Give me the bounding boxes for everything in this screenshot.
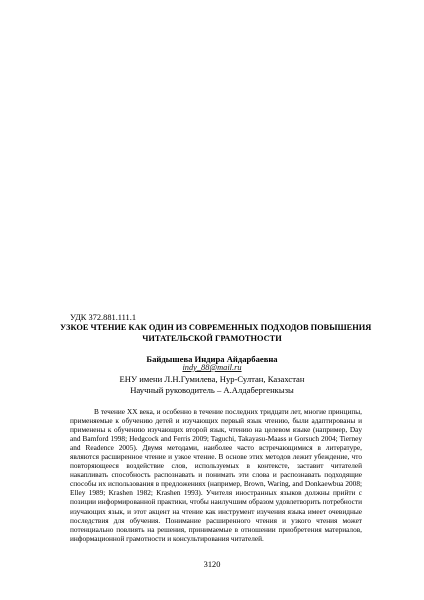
- paper-title: [60, 323, 372, 344]
- body-line: потенциально повлиять на решения, принимаемые в отношении приобретения материалов,: [70, 524, 362, 534]
- title-line-2: ЧИТАТЕЛЬСКОЙ ГРАМОТНОСТИ: [142, 333, 282, 343]
- page-number: 3120: [203, 560, 221, 569]
- body-line: позиции информированной практики, чтобы наилучшим образом удовлетворить потребности: [70, 497, 362, 507]
- title-line-1: УЗКОЕ ЧТЕНИЕ КАК ОДИН ИЗ СОВРЕМЕННЫХ ПОДХОДОВ ПОВЫШЕНИЯ: [60, 323, 372, 332]
- body-line: последствия для обучения. Понимание расширенного чтения и узкого чтения может: [70, 515, 362, 525]
- body-line: and Readence 2005). Двумя методами, наиболее часто встречающимися в литературе,: [70, 443, 362, 453]
- udc-code: УДК 372.881.111.1: [70, 313, 137, 322]
- body-line: применяемые к обучению детей и изучающих первый язык чтению, были адаптированы и: [70, 416, 362, 426]
- body-paragraph: [70, 407, 362, 543]
- body-line: накапливать способность распознавать и понимать эти слова и распознавать подходящие: [70, 470, 362, 480]
- body-line: применены к обучению изучающих второй язык, чтению на целевом языке (например, Day: [70, 425, 362, 435]
- author-name: Байдышева Индира Айдарбаевна: [146, 354, 278, 364]
- body-line: являются расширенное чтение и узкое чтение. В основе этих методов лежит убеждение, что: [70, 452, 362, 462]
- author-affiliation: ЕНУ имени Л.Н.Гумилева, Нур-Султан, Казахстан: [119, 374, 305, 384]
- body-line: В течение XX века, и особенно в течение последних тридцати лет, многие принципы,: [94, 407, 362, 416]
- author-email-link[interactable]: indy_88@mail.ru: [182, 363, 242, 372]
- body-line: информационной грамотности и консультирования читателей.: [70, 533, 264, 543]
- body-line: повторяющееся воздействие слов, используемых в контексте, заставит читателей: [70, 461, 362, 471]
- scientific-supervisor: Научный руководитель – А.Алдабергенкызы: [130, 385, 294, 395]
- body-line: and Bamford 1998; Hedgcock and Ferris 2009; Taguchi, Takayasu-Maass и Gorsuch 2004; Tierney: [70, 434, 362, 444]
- body-line: Elley 1989; Krashen 1982; Krashen 1993). Учителя иностранных языков должны прийти с: [70, 488, 362, 498]
- body-line: изучающих язык, и этот акцент на чтение как инструмент изучения языка имеет очевидные: [70, 506, 362, 516]
- body-line: способы их использования в предложениях (например, Brown, Waring, and Donkaewbua 2008;: [70, 479, 362, 489]
